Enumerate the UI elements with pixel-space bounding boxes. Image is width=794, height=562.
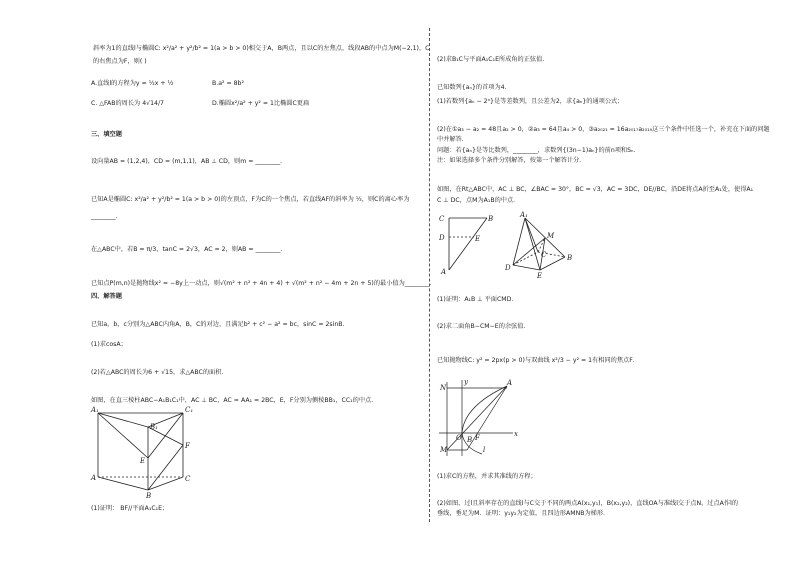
parabola-part2-line1: (2)如图，过l且斜率存在的直线l与C交于不同的两点A(x₁,y₁)，B(x₂,y₂)，直线OA与准线l交于点N，过点A作l的 [437, 500, 739, 507]
question-stem-line1: 斜率为1的直线l与椭圆C: x²/a² + y²/b² = 1(a > b > 0)相交于A，B两点，且以C的左焦点，线段AB的中点为M(−2,1)，C [93, 45, 430, 52]
fold-part2: (2)求二面角B−CM−E的余弦值． [437, 323, 530, 330]
fill-question-4: 已知点P(m,n)是抛物线x² = −8y上一动点，则√(m² + n² + 4n + 4) + √(m² + n² − 4m + 2n + 5)的最小值为________. [91, 280, 432, 287]
option-c: C. △FAB的周长为 4√14/7 [91, 100, 164, 107]
pyramid-figure [505, 210, 580, 282]
label-E: E [140, 457, 146, 465]
section-answer-heading: 四、解答题 [91, 293, 122, 300]
question-stem-line2: 的右焦点为F，则( ) [93, 58, 147, 65]
sequence-part1: (1)若数列{aₙ − 2ⁿ}是等差数列，且公差为2，求{aₙ}的通项公式； [437, 98, 624, 105]
label-N: N [440, 384, 447, 392]
label-l: l [483, 446, 486, 454]
label-B: B [488, 215, 494, 223]
sequence-part2-line3: 问题：若{aₙ}是等比数列，________，求数列{(3n−1)aₙ}的前n项和Sₙ． [437, 147, 640, 154]
sequence-question: 已知数列{aₙ}的首项为4. [437, 84, 507, 91]
answer-question-1-part1: (1)求cosA； [91, 341, 127, 348]
label-B: B [567, 254, 573, 262]
sequence-part2-line2: 中并解答． [437, 136, 468, 143]
label-C1: C₁ [185, 406, 194, 414]
parabola-figure [437, 378, 517, 458]
triangle-figure [437, 212, 497, 278]
label-E: E [537, 272, 543, 280]
label-D: D [439, 234, 445, 242]
answer-question-1-part2: (2)若△ABC的周长为6 + √15，求△ABC的面积. [91, 369, 224, 376]
parabola-part2-line2: 垂线，垂足为M．证明：y₁y₂为定值，且四边形AMNB为梯形． [437, 510, 610, 517]
fill-question-1: 设向量AB = (1,2,4)，CD = (m,1,1)，AB ⊥ CD，则m = ________. [91, 158, 283, 165]
label-B: B [467, 436, 473, 444]
fill-question-2-line2: ________. [91, 213, 118, 220]
fold-question-line1: 如图，在Rt△ABC中，AC ⊥ BC，∠BAC = 30°，BC = √3，AC = 3DC，DE//BC，沿DE将点A折至A₁处，使得A₁ [437, 186, 754, 193]
label-A1: A₁ [91, 406, 99, 414]
label-D: D [505, 264, 511, 272]
label-y: y [464, 378, 468, 386]
answer-question-2: 如图，在直三棱柱ABC−A₁B₁C₁中，AC ⊥ BC，AC = AA₁ = 2BC，E，F分别为侧棱BB₁，CC₁的中点． [91, 397, 378, 404]
label-x: x [514, 430, 518, 438]
label-A1: A₁ [520, 211, 528, 219]
option-d: D.椭圆x²/a² + y² = 1比椭圆C更扁 [212, 100, 310, 107]
right-q-part2: (2)求B₁C与平面A₁C₁E所成角的正弦值. [437, 56, 545, 63]
sequence-part2-line1: (2)在①a₃ − a₂ = 48且a₂ > 0，②a₃ = 64且a₄ > 0，③a₂₀₂₁ = 16a₂₀₁₇a₂₀₁₉这三个条件中任选一个，补充在下面的问题 [437, 126, 770, 133]
label-M: M [547, 232, 555, 240]
fill-question-2-line1: 已知A是椭圆C: x²/a² + y²/b² = 1(a > b > 0)的左顶点，F为C的一个焦点，若直线AF的斜率为 ½，则C的离心率为 [91, 196, 410, 203]
section-fill-blank-heading: 三、填空题 [91, 131, 122, 138]
label-C: C [439, 215, 445, 223]
label-A: A [441, 268, 447, 276]
answer-question-2-part1: (1)证明： BF//平面A₁C₁E； [91, 505, 169, 512]
option-b: B.a² = 8b² [212, 80, 244, 87]
fill-question-3: 在△ABC中，若B = π/3，tanC = 2√3，AC = 2，则AB = ________. [91, 246, 283, 253]
fold-question-line2: C ⊥ DC，点M为A₁B的中点． [437, 197, 520, 204]
column-divider [429, 28, 430, 522]
label-B: B [146, 492, 152, 500]
option-a: A.直线l的方程为y = ½x + ½ [91, 80, 174, 87]
parabola-part1: (1)求C的方程，并求其准线的方程； [437, 473, 537, 480]
label-M: M [440, 446, 448, 454]
label-O: O [456, 434, 462, 442]
sequence-note: 注：如果选择多个条件分别解答，按第一个解答计分． [437, 157, 586, 164]
label-B1: B₁ [150, 423, 158, 431]
answer-question-1: 已知a，b，c分别为△ABC内角A，B，C的对边，且满足b² + c² − a² = bc，sinC = 2sinB. [91, 321, 345, 328]
parabola-question: 已知抛物线C: y² = 2px(p > 0)与双曲线 x²/3 − y² = 1有相同的焦点F． [437, 357, 639, 364]
prism-figure [90, 405, 200, 505]
label-C: C [185, 475, 191, 483]
label-A: A [91, 474, 97, 482]
label-F: F [475, 434, 480, 442]
label-F: F [185, 442, 190, 450]
label-C: C [541, 251, 547, 259]
fold-part1: (1)证明：A₁B ⊥ 平面CMD． [437, 296, 518, 303]
label-A: A [507, 379, 513, 387]
label-E: E [475, 235, 481, 243]
